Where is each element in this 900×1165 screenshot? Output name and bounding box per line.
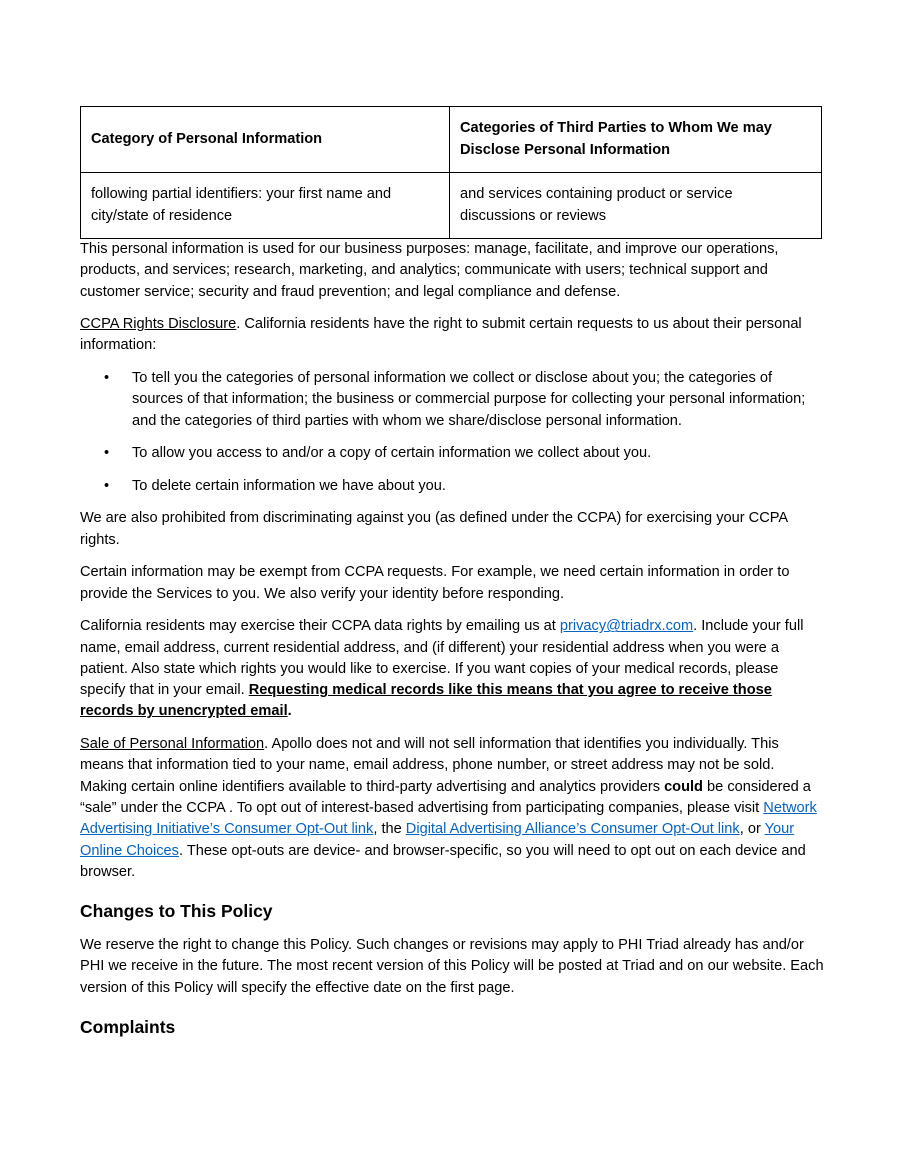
medical-records-notice: Requesting medical records like this means that you agree to receive those records by unencrypted email (80, 682, 772, 720)
table-row (81, 173, 822, 239)
table-cell-third-parties: and services containing product or service discussions or reviews (450, 173, 822, 239)
list-item-text: To allow you access to and/or a copy of certain information we collect about you. (132, 445, 652, 462)
discrimination-paragraph: We are also prohibited from discriminating against you (as defined under the CCPA) for exercising your CCPA rights. (80, 510, 788, 548)
table-header-row (81, 107, 822, 173)
list-item (80, 443, 825, 464)
changes-heading: Changes to This Policy (80, 901, 273, 922)
table-cell-category: following partial identifiers: your first name and city/state of residence (81, 173, 450, 239)
sale-text-5: . These opt-outs are device- and browser-specific, so you will need to opt out on each device and browser. (80, 842, 806, 880)
business-purposes-paragraph: This personal information is used for our business purposes: manage, facilitate, and improve our operations, products, and services; research, marketing, and analytics; communicate with users; technical support and customer service; security and fraud prevention; and legal compliance and defense. (80, 241, 779, 300)
ccpa-rights-text: . California residents have the right to submit certain requests to us about their personal information: (80, 316, 802, 354)
sale-paragraph (80, 734, 825, 883)
bullet-icon: • (104, 445, 110, 462)
nai-opt-out-link[interactable]: Network Advertising Initiative’s Consumer Opt-Out link (80, 799, 817, 838)
privacy-email-link[interactable]: privacy@triadrx.com (559, 618, 694, 635)
ccpa-rights-paragraph (80, 314, 825, 357)
sale-heading: Sale of Personal Information (80, 736, 265, 753)
sale-text-2: be considered a “sale” under the CCPA . To opt out of interest-based advertising from participating companies, please visit (80, 778, 811, 816)
exercise-end: . (287, 703, 292, 720)
list-item-text: To delete certain information we have about you. (132, 477, 446, 494)
exercise-text-2: . Include your full name, email address, current residential address, and (if different) your residential address when you were a patient. Also state which rights you would like to exercise. If you want copies of your medical records, please specify that in your email. (80, 618, 804, 699)
policy-content (80, 239, 825, 1051)
list-item (80, 476, 825, 497)
changes-paragraph: We reserve the right to change this Policy. Such changes or revisions may apply to PHI Triad already has and/or PHI we receive in the future. The most recent version of this Policy will be posted at Triad and on our website. Each version of this Policy will specify the effective date on the first page. (80, 937, 824, 996)
complaints-heading: Complaints (80, 1016, 176, 1037)
ccpa-rights-list (80, 368, 825, 497)
list-item-text: To tell you the categories of personal information we collect or disclose about you; the categories of sources of that information; the business or commercial purpose for collecting your personal information; and the categories of third parties with whom we share/disclose personal information. (132, 370, 806, 429)
exercise-text-1: California residents may exercise their CCPA data rights by emailing us at (80, 618, 560, 635)
sale-text-3: , the (373, 821, 406, 838)
table-header-third-parties: Categories of Third Parties to Whom We may Disclose Personal Information (450, 107, 822, 173)
ccpa-rights-heading: CCPA Rights Disclosure (80, 316, 237, 333)
bullet-icon: • (104, 370, 110, 387)
sale-text-4: , or (739, 821, 765, 838)
exempt-paragraph: Certain information may be exempt from CCPA requests. For example, we need certain information in order to provide the Services to you. We also verify your identity before responding. (80, 564, 790, 602)
table-header-category: Category of Personal Information (81, 107, 450, 173)
your-online-choices-link[interactable]: Your Online Choices (80, 821, 795, 859)
list-item (80, 368, 825, 432)
sale-text-1: . Apollo does not and will not sell information that identifies you individually. This means that information tied to your name, email address, phone number, or street address may not be sold. Making certain online identifiers available to third-party advertising and analytics providers (80, 736, 779, 795)
sale-could: could (664, 778, 703, 795)
bullet-icon: • (104, 477, 110, 494)
exercise-rights-paragraph (80, 616, 825, 722)
daa-opt-out-link[interactable]: Digital Advertising Alliance’s Consumer Opt-Out link (405, 821, 740, 838)
personal-info-table (80, 106, 822, 239)
